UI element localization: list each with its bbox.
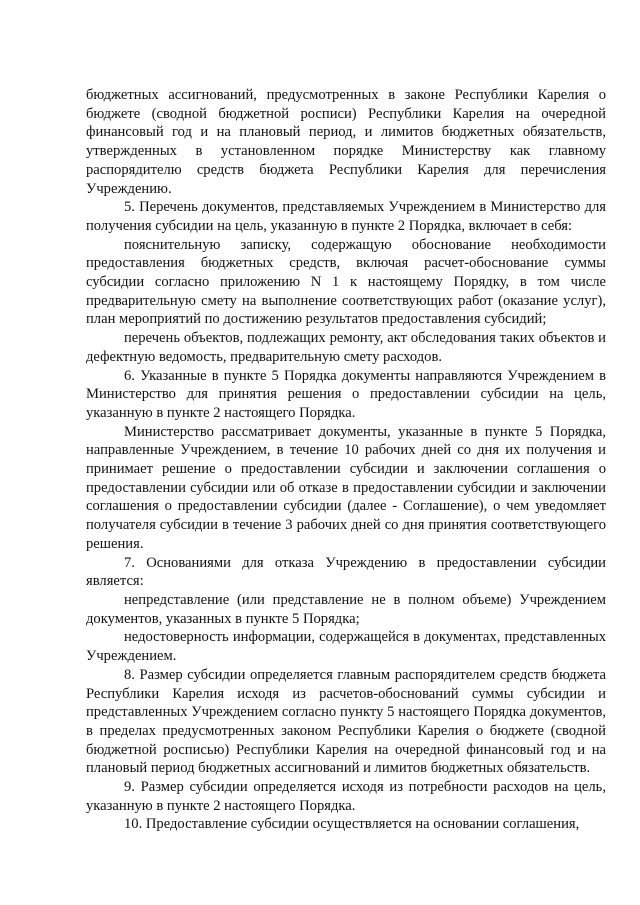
paragraph-budget-allocations: бюджетных ассигнований, предусмотренных в законе Республики Карелия о бюджете (сводной бюджетной росписи) Республики Карелия на очередной финансовый год и на плановый период, и лимитов бюджетных обязательств, утвержденных в установленном порядке Министерству как главному распорядителю средств бюджета Республики Карелия для перечисления Учреждению. — [86, 87, 606, 197]
paragraph-explanatory-note: пояснительную записку, содержащую обоснование необходимости предоставления бюджетных средств, включая расчет-обоснование суммы субсидии согласно приложению N 1 к настоящему Порядку, в том числе предварительную смету на выполнение соответствующих работ (оказание услуг), план мероприятий по достижению результатов предоставления субсидий; — [86, 236, 606, 328]
paragraph-non-submission: непредставление (или представление не в полном объеме) Учреждением документов, указанных в пункте 5 Порядка; — [86, 591, 606, 627]
paragraph-item-5: 5. Перечень документов, представляемых Учреждением в Министерство для получения субсидии на цель, указанную в пункте 2 Порядка, включает в себя: — [86, 199, 606, 234]
paragraph-ministry-review: Министерство рассматривает документы, указанные в пункте 5 Порядка, направленные Учреждением, в течение 10 рабочих дней со дня их получения и принимает решение о предоставлении субсидии и заключении соглашения о предоставлении субсидии или об отказе в предоставлении субсидии и заключении соглашения о предоставлении субсидии (далее - Соглашение), о чем уведомляет получателя субсидии в течение 3 рабочих дней со дня принятия соответствующего решения. — [86, 423, 606, 552]
paragraph-item-8: 8. Размер субсидии определяется главным распорядителем средств бюджета Республики Карелия исходя из расчетов-обоснований суммы субсидии и представленных Учреждением согласно пункту 5 настоящего Порядка документов, в пределах предусмотренных законом Республики Карелия о бюджете (сводной бюджетной росписью) Республики Карелия на очередной финансовый год и на плановый период бюджетных ассигнований и лимитов бюджетных обязательств. — [86, 666, 606, 777]
paragraph-item-7: 7. Основаниями для отказа Учреждению в предоставлении субсидии является: — [86, 554, 606, 590]
paragraph-item-10: 10. Предоставление субсидии осуществляется на основании соглашения, — [124, 816, 580, 833]
paragraph-objects-list: перечень объектов, подлежащих ремонту, акт обследования таких объектов и дефектную ведомость, предварительную смету расходов. — [86, 330, 606, 365]
paragraph-item-9: 9. Размер субсидии определяется исходя из потребности расходов на цель, указанную в пункте 2 настоящего Порядка. — [86, 779, 606, 814]
paragraph-unreliable-info: недостоверность информации, содержащейся в документах, представленных Учреждением. — [86, 629, 606, 665]
paragraph-item-6: 6. Указанные в пункте 5 Порядка документы направляются Учреждением в Министерство для принятия решения о предоставлении субсидии на цель, указанную в пункте 2 настоящего Порядка. — [86, 367, 606, 421]
document-body — [86, 86, 606, 834]
